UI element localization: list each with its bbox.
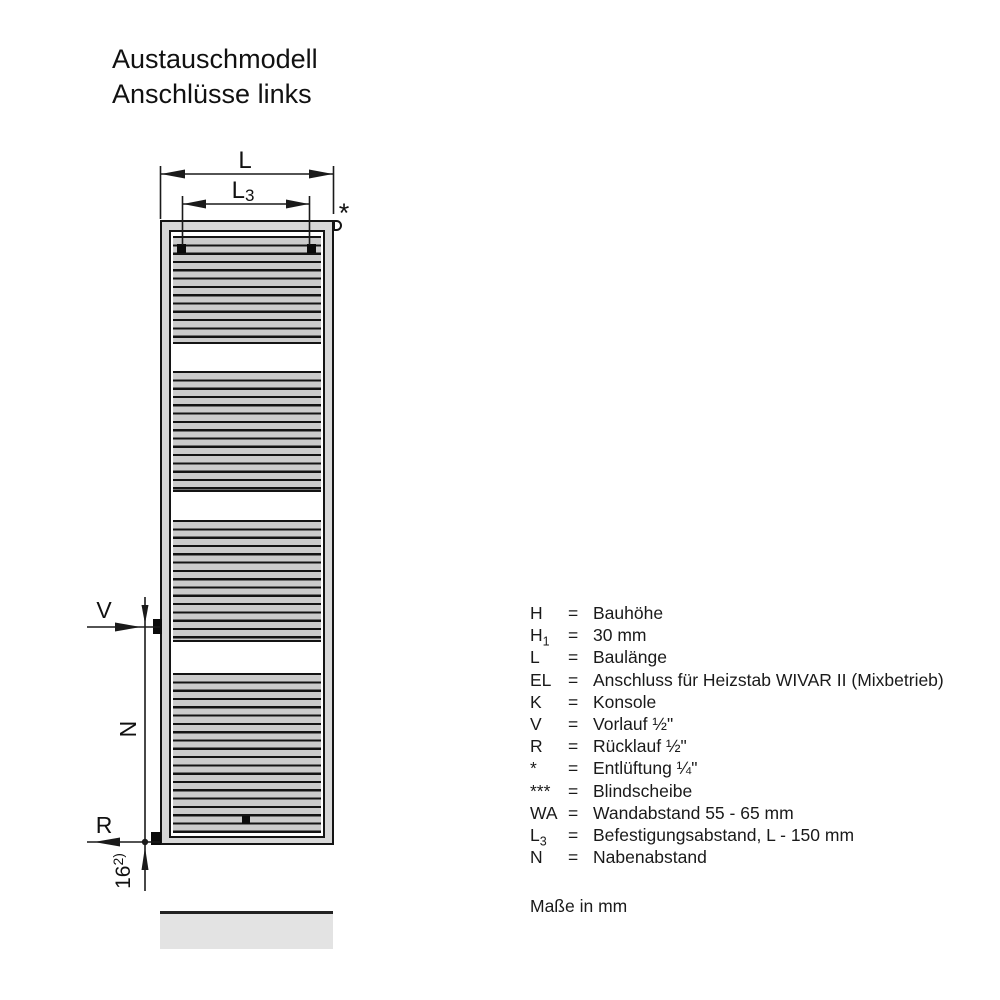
legend-row-h [530,603,944,625]
l-arrow-left [161,170,185,179]
legend-desc: Nabenabstand [593,847,707,868]
legend-desc: Anschluss für Heizstab WIVAR II (Mixbetrieb) [593,669,944,690]
legend-row-l [530,647,944,669]
hub-arrow-down [142,605,149,624]
equals-sign: = [568,691,579,712]
hub-distance-label: N [115,720,141,738]
l3-label-base: L [231,177,245,204]
l-dim-label: L [238,147,252,174]
return-arrowhead [94,838,120,847]
l-arrow-right [309,170,333,179]
vent-valve-fitting [333,220,342,231]
units-note: Maße in mm [530,896,628,916]
legend-symbol: $L_3$ [530,824,547,849]
legend-desc: Konsole [593,691,657,712]
equals-sign: = [568,780,579,801]
floor-height-footnote: 2) [110,853,126,866]
legend [530,603,944,869]
legend-symbol: L [530,647,540,668]
legend-symbol: R [530,736,543,757]
legend-symbol: H [530,603,543,623]
flow-connector [153,619,162,634]
equals-sign: = [568,713,579,734]
flow-label: V [96,597,112,623]
l3-arrow-right [286,200,309,209]
vent-star-symbol: * [338,198,350,228]
legend-desc: Befestigungsabstand, L - 150 mm [593,824,855,845]
legend-desc: Bauhöhe [593,603,664,623]
legend-row-l3 [530,825,944,847]
legend-row-blind [530,781,944,803]
tube-group-2 [173,371,321,492]
floor-arrow-up [142,847,149,870]
legend-desc: Wandabstand 55 - 65 mm [593,802,794,823]
mounting-point-right [307,244,316,253]
return-label: R [95,812,113,838]
legend-row-k [530,692,944,714]
equals-sign: = [568,625,579,646]
hub-junction-dot [142,839,148,845]
legend-row-r [530,736,944,758]
l3-arrow-left [183,200,206,209]
mounting-point-left [177,244,186,253]
tube-group-4 [173,673,321,833]
el-connection-point [242,816,250,824]
equals-sign: = [568,669,579,690]
legend-symbol: V [530,713,542,734]
legend-symbol: N [530,847,543,868]
legend-desc: 30 mm [593,625,647,646]
equals-sign: = [568,758,579,779]
return-connector [151,832,161,845]
title-line-2: Anschlüsse links [112,79,312,109]
equals-sign: = [568,603,579,623]
legend-symbol: WA [530,802,558,823]
legend-desc: Baulänge [593,647,667,668]
l3-label-sub: 3 [244,186,255,205]
legend-row-wa [530,803,944,825]
legend-row-el [530,670,944,692]
tube-group-3 [173,520,321,642]
legend-desc: Rücklauf ½" [593,736,687,757]
legend-symbol: EL [530,669,552,690]
legend-symbol: K [530,691,542,712]
drawing-title [112,42,318,112]
legend-symbol: * [530,758,537,779]
legend-desc: Vorlauf ½" [593,713,674,734]
flow-arrowhead [115,623,141,632]
floor-height-value: 16 [112,865,135,889]
equals-sign: = [568,647,579,668]
legend-symbol: $H_1$ [530,625,550,649]
legend-row-n [530,847,944,869]
equals-sign: = [568,847,579,868]
legend-desc: Entlüftung ¼" [593,758,698,779]
legend-symbol: *** [530,780,551,801]
equals-sign: = [568,802,579,823]
title-line-1: Austauschmodell [112,44,318,74]
floor [160,911,333,949]
floor-height-label [110,853,135,889]
legend-desc: Blindscheibe [593,780,693,801]
tube-group-1 [173,236,321,344]
legend-row-v [530,714,944,736]
legend-row-vent [530,758,944,780]
equals-sign: = [568,824,579,845]
legend-row-h1 [530,625,944,647]
equals-sign: = [568,736,579,757]
l3-dim-label [232,177,255,205]
radiator-tube-area [169,230,325,838]
